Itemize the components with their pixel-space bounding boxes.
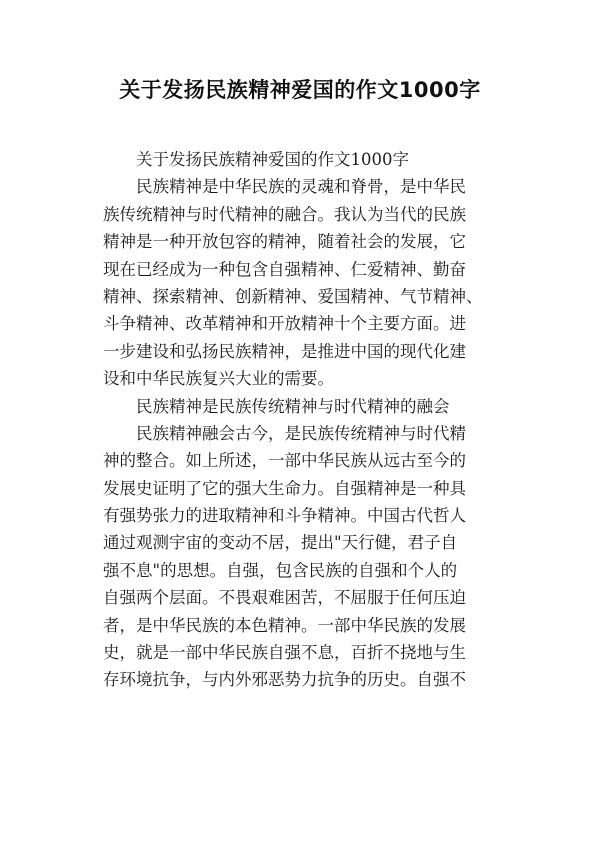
text-line: 强不息"的思想。自强，包含民族的自强和个人的 <box>103 560 458 580</box>
text-line: 存环境抗争，与内外邪恶势力抗争的历史。自强不 <box>103 670 466 690</box>
text-line: 通过观测宇宙的变动不居，提出"天行健，君子自 <box>103 533 458 553</box>
text-line: 自强两个层面。不畏艰难困苦，不屈服于任何压迫 <box>103 588 466 608</box>
text-line: 现在已经成为一种包含自强精神、仁爱精神、勤奋 <box>103 259 466 279</box>
text-line: 民族精神融会古今，是民族传统精神与时代精 <box>136 423 466 443</box>
document-body <box>103 146 513 694</box>
text-line: 发展史证明了它的强大生命力。自强精神是一种具 <box>103 478 466 498</box>
text-line: 民族精神是民族传统精神与时代精神的融会 <box>136 396 450 416</box>
text-line: 一步建设和弘扬民族精神，是推进中国的现代化建 <box>103 341 466 361</box>
text-line: 精神是一种开放包容的精神，随着社会的发展，它 <box>103 232 466 252</box>
text-line: 史，就是一部中华民族自强不息，百折不挠地与生 <box>103 643 466 663</box>
text-line: 者，是中华民族的本色精神。一部中华民族的发展 <box>103 615 466 635</box>
text-line: 斗争精神、改革精神和开放精神十个主要方面。进 <box>103 314 466 334</box>
text-line: 精神、探索精神、创新精神、爱国精神、气节精神、 <box>103 286 483 306</box>
text-line: 族传统精神与时代精神的融合。我认为当代的民族 <box>103 204 466 224</box>
text-line: 设和中华民族复兴大业的需要。 <box>103 369 334 389</box>
document-title: 关于发扬民族精神爱国的作文1000字 <box>119 78 481 102</box>
text-line: 关于发扬民族精神爱国的作文1000字 <box>136 150 409 169</box>
text-line: 民族精神是中华民族的灵魂和脊骨，是中华民 <box>136 177 466 197</box>
text-line: 神的整合。如上所述，一部中华民族从远古至今的 <box>103 451 466 471</box>
text-line: 有强势张力的进取精神和斗争精神。中国古代哲人 <box>103 506 466 526</box>
